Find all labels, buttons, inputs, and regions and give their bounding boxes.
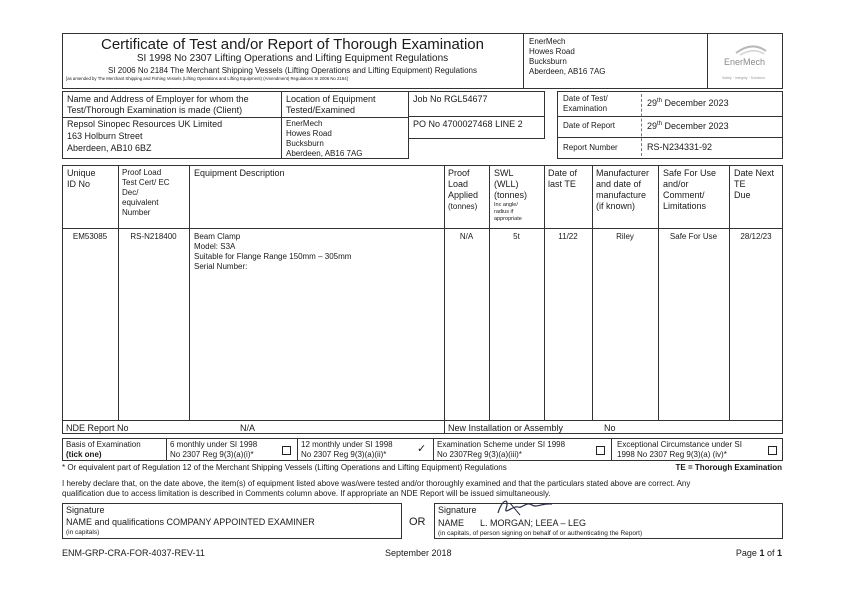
signature-right-label: Signature xyxy=(438,505,477,515)
cell-date-last-te: 11/22 xyxy=(558,232,578,241)
signature-left-name-label: NAME and qualifications COMPANY APPOINTED EXAMINER xyxy=(66,517,315,527)
basis-tick-one: (tick one) xyxy=(66,450,102,459)
header-manufacturer: and date of xyxy=(596,179,642,189)
nde-report-label: NDE Report No xyxy=(66,423,129,433)
regulation-line-1: SI 1998 No 2307 Lifting Operations and Lifting Equipment Regulations xyxy=(136,53,449,64)
company-address-line: Aberdeen, AB16 7AG xyxy=(529,67,606,76)
company-address-line: EnerMech xyxy=(529,37,566,46)
cell-swl: 5t xyxy=(513,232,520,241)
header-proof-cert: Test Cert/ EC xyxy=(122,178,170,187)
location-address-line: EnerMech xyxy=(286,119,323,128)
te-abbreviation-note: TE = Thorough Examination xyxy=(675,463,782,472)
cell-description-line: Serial Number: xyxy=(194,262,248,271)
header-date-next-te: TE xyxy=(734,179,746,189)
date-of-report-label: Date of Report xyxy=(563,121,616,130)
signature-left-label: Signature xyxy=(66,505,105,515)
basis-label: Basis of Examination xyxy=(66,440,141,449)
page-number: Page 1 of 1 xyxy=(735,548,782,558)
location-label: Location of Equipment xyxy=(286,94,376,104)
header-date-last-te: last TE xyxy=(548,179,576,189)
header-unique-id: Unique xyxy=(67,168,96,178)
company-address-line: Howes Road xyxy=(529,47,575,56)
logo-tagline: Safety · Integrity · Solutions xyxy=(722,76,765,80)
cell-proof-load: N/A xyxy=(459,232,474,241)
handwritten-signature xyxy=(492,495,562,519)
header-proof-cert: Proof Load xyxy=(122,168,162,177)
regulation-line-3: [as amended by The Merchant Shipping and Fishing Vessels (Lifting Operations and Lifting Equipment) (Amendment) Regulations SI 2006 No 2184] xyxy=(66,76,348,81)
report-number-value: RS-N234331-92 xyxy=(647,142,713,152)
cell-description-line: Beam Clamp xyxy=(194,232,241,241)
header-proof-load: Applied xyxy=(448,190,479,200)
cell-safe-for-use: Safe For Use xyxy=(669,232,718,241)
basis-option-exceptional: Exceptional Circumstance under SI xyxy=(617,440,742,449)
cell-proof-cert: RS-N218400 xyxy=(130,232,177,241)
signature-scribble-icon xyxy=(492,495,562,519)
document-reference: ENM-GRP-CRA-FOR-4037-REV-11 xyxy=(62,548,205,558)
header-manufacturer: (if known) xyxy=(596,201,636,211)
date-of-test-label: Date of Test/ xyxy=(563,94,608,103)
header-date-next-te: Date Next xyxy=(734,168,775,178)
header-unique-id: ID No xyxy=(67,179,91,189)
regulation-footnote: * Or equivalent part of Regulation 12 of the Merchant Shipping Vessels (Lifting Operations and Lifting Equipment) Regulations xyxy=(62,463,507,472)
basis-option-6-monthly: No 2307 Reg 9(3)(a)(i)* xyxy=(170,450,254,459)
header-proof-cert: Number xyxy=(122,208,151,217)
employer-address-line: Aberdeen, AB10 6BZ xyxy=(67,143,152,153)
header-proof-load: (tonnes) xyxy=(448,202,478,211)
header-swl-note: Inc angle/ xyxy=(494,202,518,208)
checkbox-exceptional[interactable] xyxy=(768,446,777,455)
po-number: PO No 4700027468 LINE 2 xyxy=(413,119,523,129)
nde-report-value: N/A xyxy=(240,423,256,433)
location-address-line: Howes Road xyxy=(286,129,332,138)
cell-description-line: Suitable for Flange Range 150mm – 305mm xyxy=(194,252,352,261)
new-installation-value: No xyxy=(604,423,616,433)
cell-unique-id: EM53085 xyxy=(72,232,108,241)
header-swl: (WLL) xyxy=(494,179,519,189)
document-date: September 2018 xyxy=(385,548,452,558)
checkmark-12-monthly[interactable]: ✓ xyxy=(417,443,427,455)
basis-option-12-monthly: No 2307 Reg 9(3)(a)(ii)* xyxy=(301,450,387,459)
cell-manufacturer: Riley xyxy=(616,232,634,241)
basis-option-exceptional: 1998 No 2307 Reg 9(3)(a) (iv)* xyxy=(617,450,727,459)
or-separator: OR xyxy=(409,516,426,528)
cell-description-line: Model: S3A xyxy=(194,242,236,251)
header-safe-for-use: and/or xyxy=(663,179,689,189)
checkbox-exam-scheme[interactable] xyxy=(596,446,605,455)
declaration-text: qualification due to access limitation is described in Comments column above. If appropriate an NDE Report will be issued simultaneously. xyxy=(62,489,551,498)
declaration-text: I hereby declare that, on the date above, the item(s) of equipment listed above was/were tested and/or thoroughly examined and that the particulars stated above are correct. Any xyxy=(62,479,691,488)
company-address-line: Bucksburn xyxy=(529,57,567,66)
location-label: Tested/Examined xyxy=(286,105,356,115)
header-date-last-te: Date of xyxy=(548,168,578,178)
basis-option-6-monthly: 6 monthly under SI 1998 xyxy=(170,440,258,449)
header-swl-note: appropriate xyxy=(494,216,522,222)
header-manufacturer: manufacture xyxy=(596,190,647,200)
signature-right-caps-note: (in capitals, of person signing on behalf of or authenticating the Report) xyxy=(438,530,643,537)
header-swl: (tonnes) xyxy=(494,190,528,200)
logo-text: EnerMech xyxy=(724,57,766,67)
header-date-next-te: Due xyxy=(734,190,751,200)
checkbox-6-monthly[interactable] xyxy=(282,446,291,455)
regulation-line-2: SI 2006 No 2184 The Merchant Shipping Vessels (Lifting Operations and Lifting Equipment) Regulations xyxy=(108,66,477,75)
employer-label: Name and Address of Employer for whom the xyxy=(67,94,249,104)
header-safe-for-use: Limitations xyxy=(663,201,707,211)
basis-option-exam-scheme: Examination Scheme under SI 1998 xyxy=(437,440,566,449)
header-safe-for-use: Safe For Use xyxy=(663,168,717,178)
location-address-line: Bucksburn xyxy=(286,139,324,148)
location-address-line: Aberdeen, AB16 7AG xyxy=(286,149,363,158)
job-number: Job No RGL54677 xyxy=(413,94,488,104)
employer-address-line: Repsol Sinopec Resources UK Limited xyxy=(67,119,223,129)
signature-left-caps-note: (in capitals) xyxy=(66,529,100,536)
header-swl-note: radius if xyxy=(494,209,514,215)
employer-label: Test/Thorough Examination is made (Client) xyxy=(67,105,243,115)
header-proof-cert: equivalent xyxy=(122,198,159,207)
signature-right-name-label: NAME xyxy=(438,518,465,528)
signatory-name: L. MORGAN; LEEA – LEG xyxy=(480,518,587,528)
header-proof-cert: Dec/ xyxy=(122,188,139,197)
date-of-test-label: Examination xyxy=(563,104,608,113)
header-proof-load: Proof xyxy=(448,168,470,178)
report-number-label: Report Number xyxy=(563,143,618,152)
basis-option-12-monthly: 12 monthly under SI 1998 xyxy=(301,440,393,449)
new-installation-label: New Installation or Assembly xyxy=(448,423,564,433)
header-safe-for-use: Comment/ xyxy=(663,190,705,200)
date-of-test-value: 29th December 2023 xyxy=(647,98,729,108)
header-proof-load: Load xyxy=(448,179,469,189)
header-equipment-description: Equipment Description xyxy=(194,168,285,178)
date-of-report-value: 29th December 2023 xyxy=(647,121,729,131)
employer-address-line: 163 Holburn Street xyxy=(67,131,143,141)
header-swl: SWL xyxy=(494,168,514,178)
enermech-logo xyxy=(710,37,782,87)
basis-option-exam-scheme: No 2307Reg 9(3)(a)(iii)* xyxy=(437,450,522,459)
cell-date-next-te: 28/12/23 xyxy=(740,232,772,241)
certificate-title: Certificate of Test and/or Report of Thorough Examination xyxy=(101,36,484,53)
header-manufacturer: Manufacturer xyxy=(596,168,650,178)
